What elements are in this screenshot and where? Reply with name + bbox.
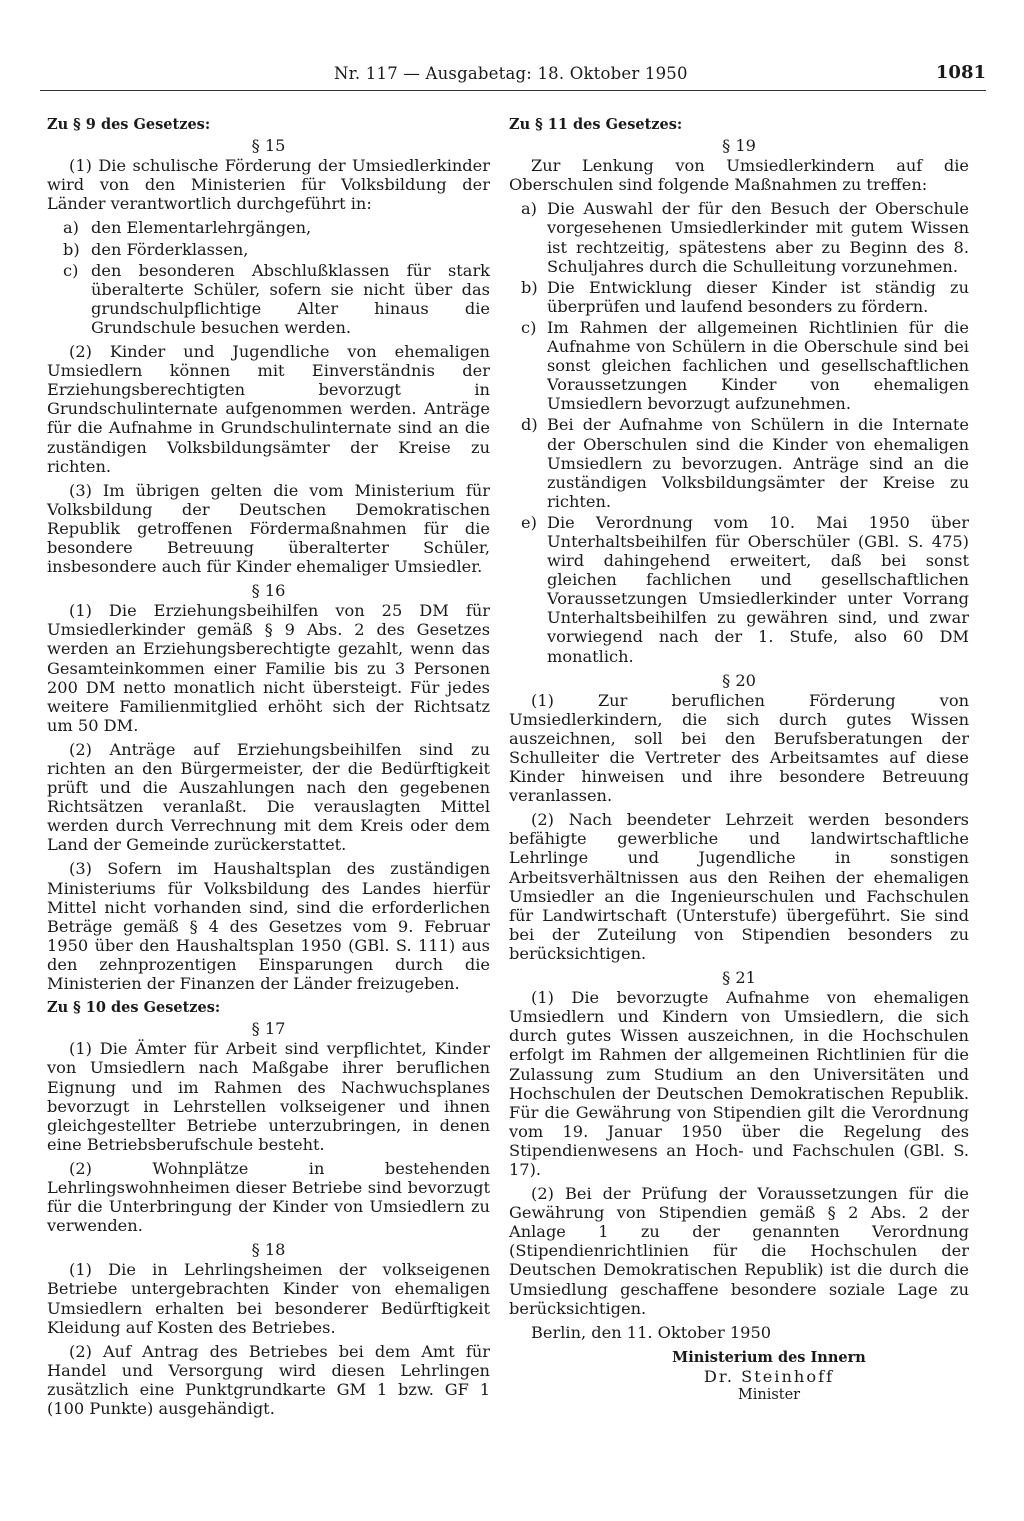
list-marker: a) [521,199,537,219]
paragraph-text: (2) Wohnplätze in bestehenden Lehrlingswohnheimen dieser Betriebe sind bevorzugt für die Unterbringung der Kinder von Umsiedlern zu verwenden. [47,1158,490,1236]
signature-name: Dr. Steinhoff [703,1366,835,1386]
list-marker: a) [63,218,79,238]
paragraph-text: (1) Die in Lehrlingsheimen der volkseigenen Betriebe untergebrachten Kinder von ehemaligen Umsiedlern erhalten bei besonderer Bedürftigkeit Kleidung auf Kosten des Betriebes. [47,1260,490,1337]
list-item-text: Die Verordnung vom 10. Mai 1950 über Unterhaltsbeihilfen für Oberschüler (GBl. S. 475) wird dahingehend erweitert, daß bei sonst gleichen fachlichen und gesellschaftlichen Voraussetzungen Umsiedlerkinder unter Vorrang Unterhaltsbeihilfen zu gewähren sind, und zwar vorwiegend nach der 1. Stufe, also 60 DM monatlich. [547,512,969,666]
paragraph-heading: § 20 [722,670,756,690]
signature-ministry: Ministerium des Innern [672,1348,866,1366]
list-item-text: den besonderen Abschlußklassen für stark überalterte Schüler, sofern sie nicht über das grundschulpflichtige Alter hinaus die Grundschule besuchen werden. [91,260,490,337]
list-item [509,318,969,413]
issue-line: Nr. 117 — Ausgabetag: 18. Oktober 1950 [334,64,688,83]
list-item [509,278,969,316]
place-date-line: Berlin, den 11. Oktober 1950 [531,1322,772,1342]
list-item [47,218,490,237]
paragraph-text: (2) Kinder und Jugendliche von ehemaligen Umsiedlern können mit Einverständnis der Erziehungsberechtigten bevorzugt in Grundschulinternate aufgenommen werden. Anträge für die Aufnahme in Grundschulinternate sind an die zuständigen Volksbildungsämter der Kreise zu richten. [47,342,490,476]
paragraph-text: Zur Lenkung von Umsiedlerkindern auf die Oberschulen sind folgende Maßnahmen zu treffen: [509,156,969,195]
left-column [47,115,490,1423]
list-marker: d) [521,415,538,435]
paragraph-heading: § 16 [251,581,286,601]
list-marker: c) [63,260,79,280]
right-column [509,115,969,1405]
paragraph-text: (1) Die bevorzugte Aufnahme von ehemaligen Umsiedlern und Kindern von Umsiedlern, die sich durch gutes Wissen auszeichnen, in die Hochschulen erfolgt im Rahmen der allgemeinen Richtlinien für die Zulassung zum Studium an den Universitäten und Hochschulen der Deutschen Demokratischen Republik. Für die Gewährung von Stipendien gilt die Verordnung vom 19. Januar 1950 über die Regelung des Stipendienwesens an Hoch- und Fachschulen (GBl. S. 17). [509,988,969,1179]
signature-role: Minister [737,1387,801,1403]
paragraph-heading: § 15 [251,136,286,156]
page-header [40,64,986,91]
page-number: 1081 [935,62,986,83]
paragraph-text: (1) Zur beruflichen Förderung von Umsiedlerkindern, die sich durch gutes Wissen auszeichnen, soll bei den Berufsberatungen der Schulleiter die Vertreter des Arbeitsamtes auf diese Kinder hinweisen und ihre besondere Betreuung veranlassen. [509,690,969,806]
signature-block [509,1348,969,1405]
list-item-text: den Förderklassen, [91,239,249,259]
paragraph-text: (3) Sofern im Haushaltsplan des zuständigen Ministeriums für Volksbildung des Landes hierfür Mittel nicht vorhanden sind, sind die erforderlichen Beträge gemäß § 4 des Gesetzes vom 9. Februar 1950 über den Haushaltsplan 1950 (GBl. S. 111) aus den zehnprozentigen Einsparungen durch die Ministerien der Finanzen der Länder freizugeben. [47,859,490,994]
list-item-text: Die Entwicklung dieser Kinder ist ständig zu überprüfen und laufend besonders zu fördern. [547,277,969,316]
list-marker: c) [521,317,537,337]
paragraph-text: (2) Auf Antrag des Betriebes bei dem Amt für Handel und Versorgung wird diesen Lehrlingen zusätzlich eine Punktgrundkarte GM 1 bzw. GF 1 (100 Punkte) ausgehändigt. [47,1341,490,1418]
list-item [47,240,490,259]
enumerated-list [509,199,969,665]
paragraph-text: (2) Bei der Prüfung der Voraussetzungen für die Gewährung von Stipendien gemäß § 2 Abs. 2 der Anlage 1 zu der genannten Verordnung (Stipendienrichtlinien für die Hochschulen der Deutschen Demokratischen Republik) ist die durch die Umsiedlung geschaffene besondere soziale Lage zu berücksichtigen. [509,1184,969,1318]
section-heading: Zu § 10 des Gesetzes: [47,999,221,1017]
section-heading: Zu § 11 des Gesetzes: [509,116,683,133]
paragraph-text: (2) Anträge auf Erziehungsbeihilfen sind zu richten an den Bürgermeister, der die Bedürftigkeit prüft und die Auszahlungen nach den gegebenen Richtsätzen veranlaßt. Die verauslagten Mittel werden durch Verrechnung mit dem Kreis oder dem Land der Gemeinde zurückerstattet. [47,739,490,855]
list-item-text: Im Rahmen der allgemeinen Richtlinien für die Aufnahme von Schülern in die Oberschule sind bei sonst gleichen fachlichen und gesellschaftlichen Voraussetzungen Kinder von ehemaligen Umsiedlern bevorzugt aufzunehmen. [547,317,969,414]
paragraph-heading: § 19 [722,136,756,156]
list-item [509,199,969,275]
list-item-text: Die Auswahl der für den Besuch der Oberschule vorgesehenen Umsiedlerkinder mit gutem Wissen ist rechtzeitig, spätestens aber zu Beginn des 8. Schuljahres durch die Schulleitung vorzunehmen. [547,199,969,276]
paragraph-heading: § 18 [251,1240,286,1260]
paragraph-text: (2) Nach beendeter Lehrzeit werden besonders befähigte gewerbliche und landwirtschaftliche Lehrlinge und Jugendliche in sonstigen Arbeitsverhältnissen aus den Reihen der ehemaligen Umsiedler an die Ingenieurschulen und Fachschulen für Landwirtschaft (Unterstufe) übergeführt. Sie sind bei der Zuteilung von Stipendien besonders zu berücksichtigen. [509,810,969,963]
list-item [509,513,969,666]
list-item-text: Bei der Aufnahme von Schülern in die Internate der Oberschulen sind die Kinder von ehemaligen Umsiedlern zu bevorzugen. Anträge sind an die zuständigen Volksbildungsämter der Kreise zu richten. [547,415,969,511]
paragraph-text: (1) Die schulische Förderung der Umsiedlerkinder wird von den Ministerien für Volksbildung der Länder verantwortlich durchgeführt in: [47,156,490,214]
list-marker: b) [521,277,538,297]
paragraph-text: (1) Die Erziehungsbeihilfen von 25 DM für Umsiedlerkinder gemäß § 9 Abs. 2 des Gesetzes werden an Erziehungsberechtigte gezahlt, wenn das Gesamteinkommen einer Familie bis zu 3 Personen 200 DM netto monatlich nicht übersteigt. Für jedes weitere Familienmitglied erhöht sich der Richtsatz um 50 DM. [47,601,490,735]
paragraph-text: (1) Die Ämter für Arbeit sind verpflichtet, Kinder von Umsiedlern nach Maßgabe ihrer beruflichen Eignung und im Rahmen des Nachwuchsplanes bevorzugt in Lehrstellen volkseigener und ihnen gleichgestellter Betriebe unterzubringen, in denen eine Betriebsberufschule besteht. [47,1039,490,1154]
list-item [47,261,490,337]
list-item-text: den Elementarlehrgängen, [91,218,312,238]
list-marker: b) [63,239,80,259]
paragraph-text: (3) Im übrigen gelten die vom Ministerium für Volksbildung der Deutschen Demokratischen Republik getroffenen Fördermaßnahmen für die besondere Betreuung überalterter Schüler, insbesondere auch für Kinder ehemaliger Umsiedler. [47,480,490,577]
paragraph-heading: § 21 [722,968,756,988]
section-heading: Zu § 9 des Gesetzes: [47,116,211,133]
enumerated-list [47,218,490,337]
list-item [509,415,969,510]
list-marker: e) [521,512,537,532]
paragraph-heading: § 17 [251,1019,286,1039]
